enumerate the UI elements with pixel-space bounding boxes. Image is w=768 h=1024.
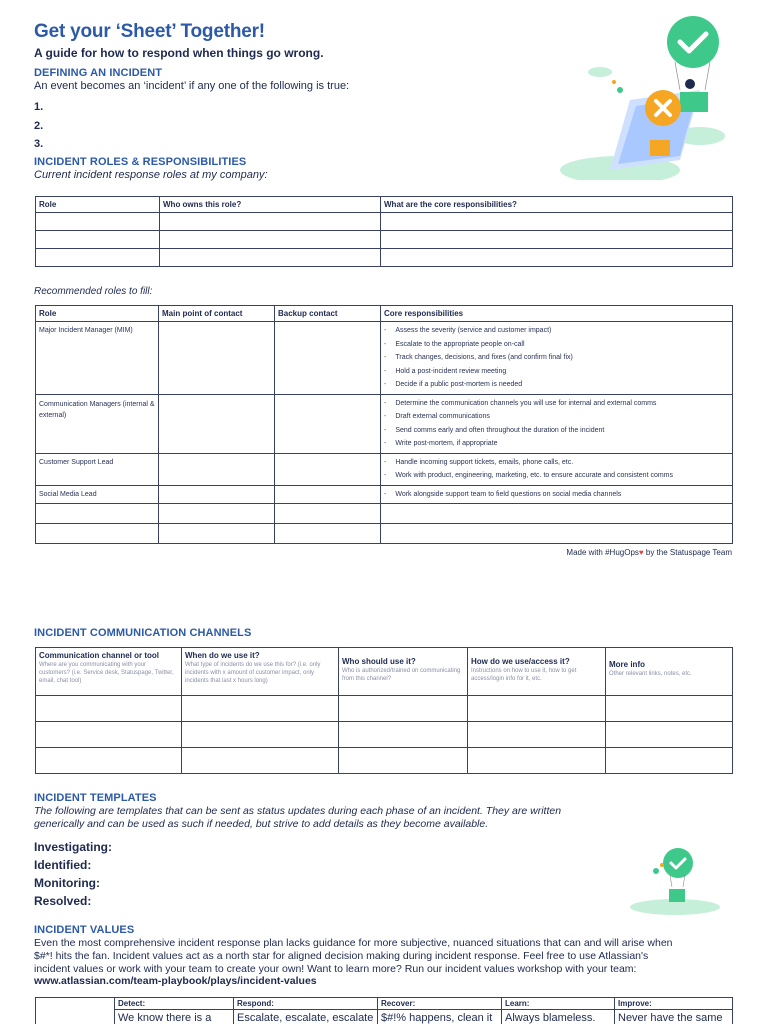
table-row	[36, 524, 733, 544]
column-header: Backup contact	[275, 306, 381, 322]
column-header: Recover:	[378, 998, 502, 1010]
heart-icon: ♥	[638, 548, 644, 557]
recommended-roles-table	[35, 305, 733, 544]
column-hint: Other relevant links, notes, etc.	[609, 671, 692, 677]
column-header	[339, 648, 468, 696]
table-cell[interactable]	[182, 722, 339, 748]
check-icon	[663, 848, 693, 878]
column-header: Role	[36, 197, 160, 213]
value-cell: Never have the same	[615, 1010, 733, 1024]
table-row	[36, 231, 733, 249]
table-cell[interactable]	[275, 485, 381, 504]
value-cell: Escalate, escalate, escalate	[234, 1010, 378, 1024]
table-cell	[36, 998, 115, 1024]
table-cell[interactable]	[159, 504, 275, 524]
list-item: - Assess the severity (service and customer impact)	[384, 324, 729, 338]
table-cell[interactable]	[36, 748, 182, 774]
defining-text: An event becomes an ‘incident’ if any one of the following is true:	[34, 80, 350, 92]
responsibilities-cell	[381, 322, 733, 395]
values-heading: INCIDENT VALUES	[34, 924, 135, 936]
table-row	[36, 213, 733, 231]
column-header: Improve:	[615, 998, 733, 1010]
channels-table	[35, 647, 733, 774]
table-cell[interactable]	[159, 322, 275, 395]
page-title: Get your ‘Sheet’ Together!	[34, 21, 265, 42]
table-cell[interactable]	[275, 453, 381, 485]
check-icon	[667, 16, 719, 68]
table-cell[interactable]	[159, 453, 275, 485]
table-cell[interactable]	[381, 524, 733, 544]
table-cell[interactable]	[381, 504, 733, 524]
list-item: - Track changes, decisions, and fixes (and confirm final fix)	[384, 351, 729, 365]
table-row	[36, 485, 733, 504]
column-header: Respond:	[234, 998, 378, 1010]
list-item: - Write post-mortem, if appropriate	[384, 437, 729, 451]
table-cell[interactable]	[606, 696, 733, 722]
table-row	[36, 322, 733, 395]
list-item: - Determine the communication channels you will use for internal and external comms	[384, 397, 729, 411]
recommended-label: Recommended roles to fill:	[34, 286, 153, 297]
roles-heading: INCIDENT ROLES & RESPONSIBILITIES	[34, 156, 247, 168]
roles-text: Current incident response roles at my company:	[34, 169, 268, 181]
column-hint: Who is authorized/trained on communicating from this channel?	[342, 668, 461, 682]
credit-text: by the Statuspage Team	[643, 548, 732, 557]
table-cell[interactable]	[468, 696, 606, 722]
list-item: - Hold a post-incident review meeting	[384, 365, 729, 379]
credit-text: Made with #HugOps	[566, 548, 639, 557]
table-cell[interactable]	[159, 524, 275, 544]
close-icon	[645, 90, 681, 126]
defining-item: 1.	[34, 101, 44, 113]
column-header: Who owns this role?	[160, 197, 381, 213]
column-hint: Where are you communicating with your customers? (i.e. Service desk, Statuspage, Twitter, email, chat tool)	[39, 662, 174, 684]
defining-item: 2.	[34, 120, 44, 132]
table-row	[36, 722, 733, 748]
column-header	[36, 648, 182, 696]
table-cell[interactable]	[339, 748, 468, 774]
table-row	[36, 249, 733, 267]
table-cell[interactable]	[381, 231, 733, 249]
template-phase: Resolved:	[34, 894, 92, 908]
column-header: Core responsibilities	[381, 306, 733, 322]
channels-heading: INCIDENT COMMUNICATION CHANNELS	[34, 627, 252, 639]
responsibilities-cell	[381, 453, 733, 485]
table-cell[interactable]	[36, 722, 182, 748]
table-cell[interactable]	[36, 524, 159, 544]
hot-air-balloon-illustration	[530, 10, 740, 180]
value-cell: We know there is a	[115, 1010, 234, 1024]
table-cell[interactable]	[36, 213, 160, 231]
column-header: What are the core responsibilities?	[381, 197, 733, 213]
list-item: - Handle incoming support tickets, emails, phone calls, etc.	[384, 456, 729, 470]
made-with-credit	[566, 548, 732, 557]
table-cell[interactable]	[606, 722, 733, 748]
role-cell: Major Incident Manager (MIM)	[36, 322, 159, 395]
column-hint: Instructions on how to use it, how to get access/login info for it, etc.	[471, 668, 577, 682]
table-cell[interactable]	[36, 231, 160, 249]
table-cell[interactable]	[36, 504, 159, 524]
table-row	[36, 394, 733, 453]
table-cell[interactable]	[381, 213, 733, 231]
defining-item: 3.	[34, 138, 44, 150]
values-description: Even the most comprehensive incident response plan lacks guidance for more subjective, nuanced situations that can and will arise when $#*! hits the fan. Incident values act as a north star for aligned decision making during incident response. Feel free to use Atlassian's incident values or work with your team to create your own! Want to learn more? Run our incident values workshop with your team:	[34, 937, 673, 975]
table-header-row	[36, 197, 733, 213]
responsibilities-cell	[381, 485, 733, 504]
column-header	[606, 648, 733, 696]
table-cell[interactable]	[468, 722, 606, 748]
column-title: When do we use it?	[185, 651, 260, 660]
table-cell[interactable]	[159, 394, 275, 453]
table-cell[interactable]	[339, 722, 468, 748]
table-cell[interactable]	[160, 231, 381, 249]
column-header	[182, 648, 339, 696]
table-cell[interactable]	[275, 524, 381, 544]
table-cell[interactable]	[182, 748, 339, 774]
column-title: Who should use it?	[342, 657, 416, 666]
balloon-basket	[650, 140, 670, 156]
column-header	[468, 648, 606, 696]
balloon-basket	[669, 889, 685, 902]
column-hint: What type of incidents do we use this for? (i.e. only incidents with x amount of customer impact, only incidents that last x hours long)	[185, 662, 321, 684]
table-cell[interactable]	[36, 696, 182, 722]
role-cell: Customer Support Lead	[36, 453, 159, 485]
table-cell[interactable]	[381, 249, 733, 267]
table-row	[36, 748, 733, 774]
responsibilities-cell	[381, 394, 733, 453]
table-cell[interactable]	[36, 249, 160, 267]
values-text	[34, 937, 674, 988]
column-header: Main point of contact	[159, 306, 275, 322]
table-cell[interactable]	[606, 748, 733, 774]
list-item: - Work with product, engineering, marketing, etc. to ensure accurate and consistent comms	[384, 469, 729, 483]
defining-heading: DEFINING AN INCIDENT	[34, 67, 163, 79]
role-cell: Communication Managers (internal & external)	[36, 394, 159, 453]
balloon-illustration-small	[620, 845, 720, 915]
values-table	[35, 997, 733, 1024]
templates-text: The following are templates that can be sent as status updates during each phase of an incident. They are written generically and can be used as such if needed, but strive to add details as they become available.	[34, 805, 562, 830]
column-header: Role	[36, 306, 159, 322]
column-title: Communication channel or tool	[39, 651, 160, 660]
table-cell[interactable]	[275, 504, 381, 524]
table-cell[interactable]	[339, 696, 468, 722]
table-row	[36, 696, 733, 722]
table-cell[interactable]	[182, 696, 339, 722]
table-row	[36, 453, 733, 485]
value-cell: $#!% happens, clean it	[378, 1010, 502, 1024]
value-cell: Always blameless.	[502, 1010, 615, 1024]
table-header-row	[36, 306, 733, 322]
template-phase: Investigating:	[34, 840, 113, 854]
table-cell[interactable]	[160, 213, 381, 231]
templates-heading: INCIDENT TEMPLATES	[34, 792, 157, 804]
column-title: How do we use/access it?	[471, 657, 570, 666]
list-item: - Work alongside support team to field questions on social media channels	[384, 488, 729, 502]
table-cell[interactable]	[160, 249, 381, 267]
table-header-row	[36, 648, 733, 696]
role-cell: Social Media Lead	[36, 485, 159, 504]
cloud-shape	[588, 67, 612, 77]
template-phase: Identified:	[34, 858, 92, 872]
template-phase: Monitoring:	[34, 876, 100, 890]
workshop-link[interactable]: www.atlassian.com/team-playbook/plays/incident-values	[34, 975, 317, 988]
table-cell[interactable]	[275, 322, 381, 395]
balloon-basket	[680, 92, 708, 112]
list-item: - Escalate to the appropriate people on-call	[384, 338, 729, 352]
table-cell[interactable]	[275, 394, 381, 453]
list-item: - Decide if a public post-mortem is needed	[384, 378, 729, 392]
table-row	[36, 1010, 733, 1024]
page-subtitle: A guide for how to respond when things go wrong.	[34, 46, 324, 60]
table-header-row	[36, 998, 733, 1010]
table-row	[36, 504, 733, 524]
list-item: - Send comms early and often throughout the duration of the incident	[384, 424, 729, 438]
table-cell[interactable]	[468, 748, 606, 774]
column-header: Learn:	[502, 998, 615, 1010]
column-title: More info	[609, 660, 645, 669]
current-roles-table	[35, 196, 733, 267]
table-cell[interactable]	[159, 485, 275, 504]
list-item: - Draft external communications	[384, 410, 729, 424]
column-header: Detect:	[115, 998, 234, 1010]
